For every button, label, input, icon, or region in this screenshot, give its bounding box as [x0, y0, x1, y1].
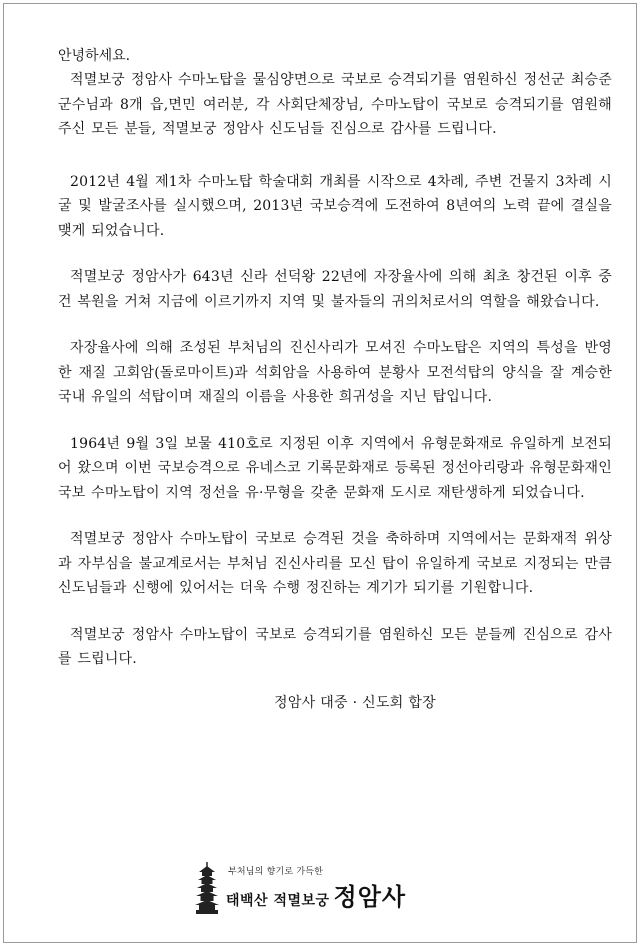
logo-main: [226, 877, 406, 912]
letter-body: [58, 44, 612, 712]
paragraph-thanks: [58, 68, 612, 142]
paragraph-text: 적멸보궁 정암사 수마노탑을 물심양면으로 국보로 승격되기를 염원하신 정선군 최승준군수님과 8개 읍,면민 여러분, 각 사회단체장님, 수마노탑이 국보로 승격되기를 염원해주신 모든 분들, 적멸보궁 정암사 신도님들 진심으로 감사를 드립니다.: [58, 72, 612, 137]
logo-temple-name: 정암사: [333, 883, 407, 911]
paragraph-temple-origin: [58, 265, 612, 314]
paragraph-text: 자장율사에 의해 조성된 부처님의 진신사리가 모셔진 수마노탑은 지역의 특성을 반영한 재질 고회암(돌로마이트)과 석회암을 사용하여 분황사 모전석탑의 양식을 잘 계승한 국내 유일의 석탑이며 재질의 이름을 사용한 희귀성을 지닌 탑입니다.: [58, 340, 612, 405]
greeting: 안녕하세요.: [58, 48, 131, 64]
paragraph-text: 적멸보궁 정암사 수마노탑이 국보로 승격되기를 염원하신 모든 분들께 진심으로 감사를 드립니다.: [58, 626, 612, 667]
paragraph-text: 적멸보궁 정암사 수마노탑이 국보로 승격된 것을 축하하며 지역에서는 문화재적 위상과 자부심을 불교계로서는 부처님 진신사리를 모신 탑이 유일하게 국보로 지정되는 만큼 신도님들과 신행에 있어서는 더욱 수행 정진하는 계기가 되기를 기원합니다.: [58, 531, 612, 596]
paragraph-text: 적멸보궁 정암사가 643년 신라 선덕왕 22년에 자장율사에 의해 최초 창건된 이후 중건 복원을 거쳐 지금에 이르기까지 지역 및 불자들의 귀의처로서의 역할을 해왔습니다.: [58, 269, 612, 310]
temple-logo: [194, 860, 474, 916]
logo-tagline: 부처님의 향기로 가득한: [228, 867, 324, 877]
logo-text: [226, 864, 406, 912]
paragraph-text: 2012년 4월 제1차 수마노탑 학술대회 개최를 시작으로 4차례, 주변 건물지 3차례 시굴 및 발굴조사를 실시했으며, 2013년 국보승격에 도전하여 8년여의 노력 끝에 결실을 맺게 되었습니다.: [58, 173, 612, 239]
paragraph-closing: [58, 623, 612, 672]
letter-page: [3, 3, 637, 943]
paragraph-pagoda-description: [58, 336, 612, 410]
paragraph-text: 1964년 9월 3일 보물 410호로 지정된 이후 지역에서 유형문화재로 유일하게 보전되어 왔으며 이번 국보승격으로 유네스코 기록문화재로 등록된 정선아리랑과 유형문화재인 국보 수마노탑이 지역 정선을 유·무형을 갖춘 문화재 도시로 재탄생하게 되었습니다.: [58, 435, 612, 501]
paragraph-history-research: [58, 170, 612, 244]
logo-subtitle: 태백산 적멸보궁: [226, 893, 330, 909]
paragraph-congratulation: [58, 527, 612, 601]
pagoda-icon: [194, 861, 220, 915]
signature: 정암사 대중 · 신도회 합장: [274, 694, 436, 711]
paragraph-designation: [58, 432, 612, 506]
